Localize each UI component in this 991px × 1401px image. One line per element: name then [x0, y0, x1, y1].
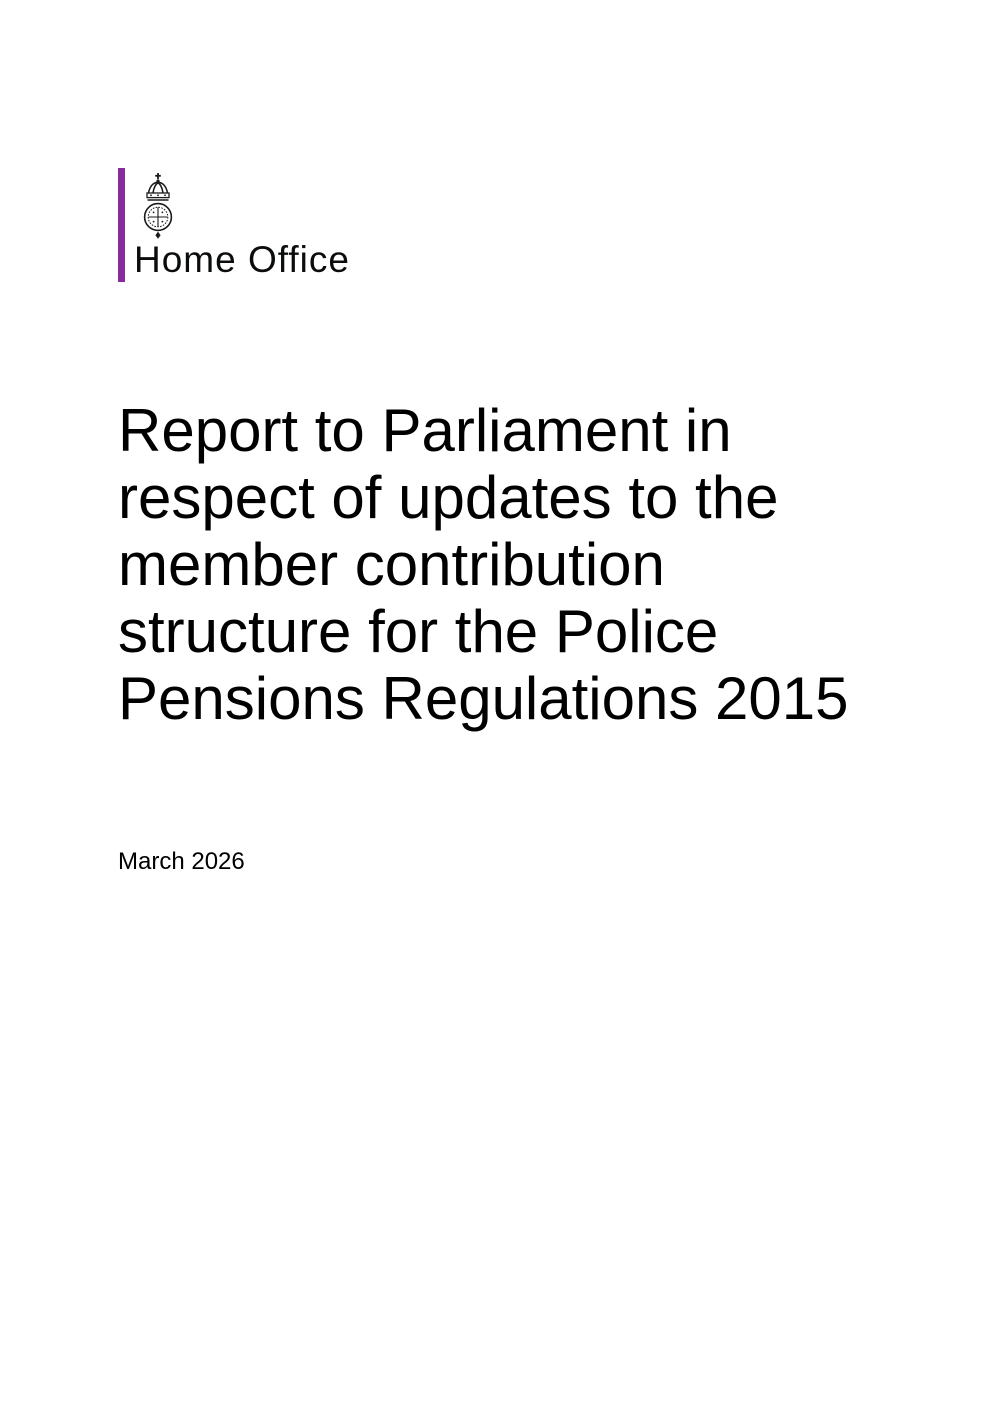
logo-purple-bar [118, 168, 125, 282]
report-title-line: respect of updates to the [118, 464, 779, 531]
logo-wordmark: Home Office [134, 239, 350, 280]
home-office-logo [118, 168, 438, 288]
report-title-line: member contribution [118, 531, 665, 598]
report-title-line: Report to Parliament in [118, 397, 732, 464]
report-title-line: structure for the Police [118, 598, 719, 665]
report-title [118, 397, 918, 732]
royal-crest-icon [143, 172, 173, 240]
report-date: March 2026 [118, 848, 245, 875]
report-title-line: Pensions Regulations 2015 [118, 665, 849, 732]
